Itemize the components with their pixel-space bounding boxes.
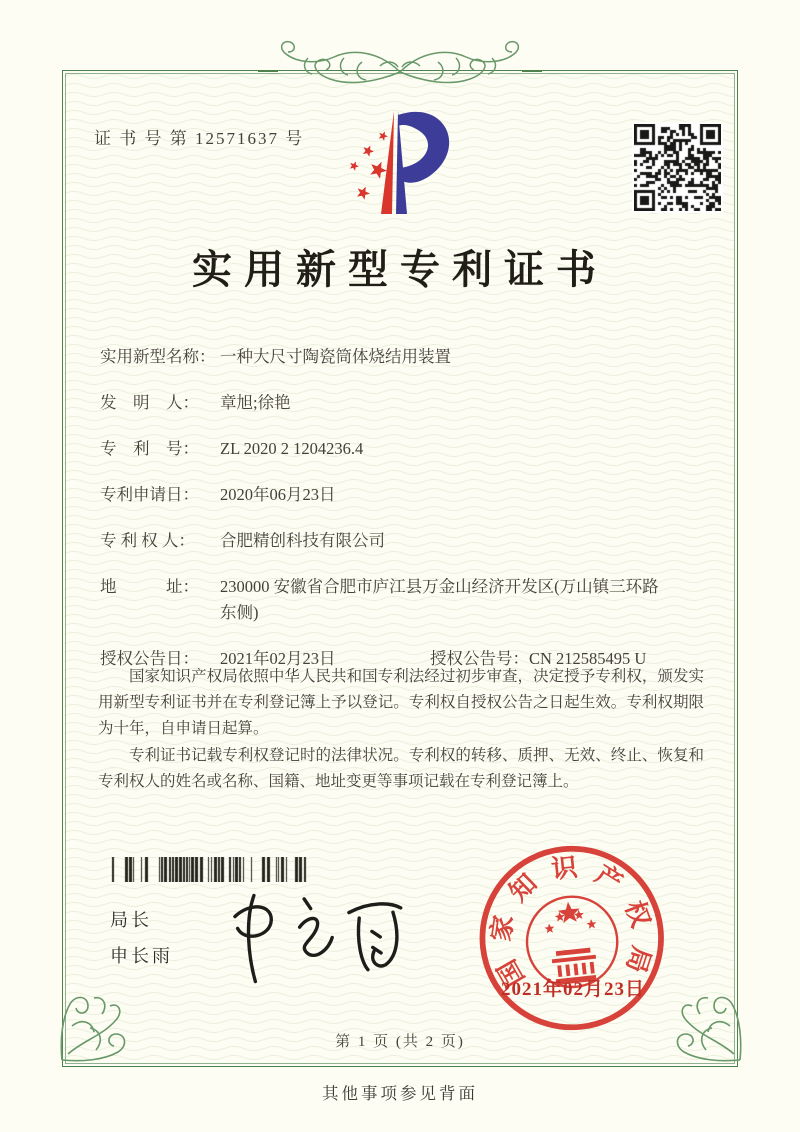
page-number: 第 1 页 (共 2 页) — [335, 1034, 465, 1050]
field-label: 实用新型名称： — [100, 347, 216, 366]
certificate-number: 证 书 号 第 12571637 号 — [94, 129, 305, 148]
field-row-inventor — [100, 390, 672, 416]
official-seal — [466, 833, 678, 1049]
svg-text:识: 识 — [550, 852, 579, 885]
svg-text:知: 知 — [503, 868, 543, 908]
field-row-name — [100, 344, 672, 370]
svg-text:局: 局 — [620, 942, 657, 977]
field-value: 合肥精创科技有限公司 — [220, 531, 385, 550]
back-note: 其他事项参见背面 — [322, 1084, 478, 1103]
logo-p-bowl — [398, 112, 449, 183]
field-value: CN 212585495 U — [529, 649, 647, 668]
seal-date: 2021年02月23日 — [500, 979, 645, 1000]
legal-text — [98, 664, 704, 796]
field-label: 专利申请日： — [100, 485, 199, 504]
logo-stars-icon — [350, 131, 388, 199]
field-row-patentee — [100, 528, 672, 554]
legal-paragraph-2: 专利证书记载专利权登记时的法律状况。专利权的转移、质押、无效、终止、恢复和专利权人的姓名或名称、国籍、地址变更等事项记载在专利登记簿上。 — [98, 747, 704, 790]
director-name: 申长雨 — [110, 946, 173, 966]
field-label: 地 址： — [100, 577, 199, 596]
field-value: 2020年06月23日 — [220, 485, 336, 504]
logo-nib-left — [381, 111, 394, 214]
field-label: 发 明 人： — [100, 393, 199, 412]
svg-text:家: 家 — [486, 913, 519, 944]
field-row-filing-date — [100, 482, 672, 508]
field-value: 230000 安徽省合肥市庐江县万金山经济开发区(万山镇三环路东侧) — [220, 577, 659, 622]
svg-text:产: 产 — [590, 859, 628, 898]
director-signature — [222, 882, 422, 986]
legal-paragraph-1: 国家知识产权局依照中华人民共和国专利法经过初步审查，决定授予专利权，颁发实用新型专利证书并在专利登记簿上予以登记。专利权自授权公告之日起生效。专利权期限为十年，自申请日起算。 — [98, 668, 704, 737]
qr-code — [632, 122, 723, 213]
certificate-title: 实用新型专利证书 — [192, 247, 608, 292]
barcode — [110, 857, 310, 882]
svg-text:国: 国 — [492, 954, 531, 992]
field-value: ZL 2020 2 1204236.4 — [220, 439, 364, 458]
field-row-address — [100, 574, 672, 626]
logo-nib-right — [396, 111, 407, 214]
field-row-patent-no — [100, 436, 672, 462]
field-value: 章旭;徐艳 — [220, 393, 291, 412]
field-value: 2021年02月23日 — [220, 649, 336, 668]
field-label: 专 利 权 人： — [100, 531, 195, 550]
field-label: 授权公告号： — [430, 649, 529, 668]
cnipa-logo-icon — [334, 108, 466, 222]
svg-text:权: 权 — [619, 896, 656, 932]
field-label: 授权公告日： — [100, 649, 199, 668]
field-value: 一种大尺寸陶瓷筒体烧结用装置 — [220, 347, 451, 366]
director-title: 局长 — [110, 910, 152, 930]
field-label: 专 利 号： — [100, 439, 199, 458]
field-list — [100, 344, 672, 672]
seal-emblem-icon — [542, 899, 602, 986]
